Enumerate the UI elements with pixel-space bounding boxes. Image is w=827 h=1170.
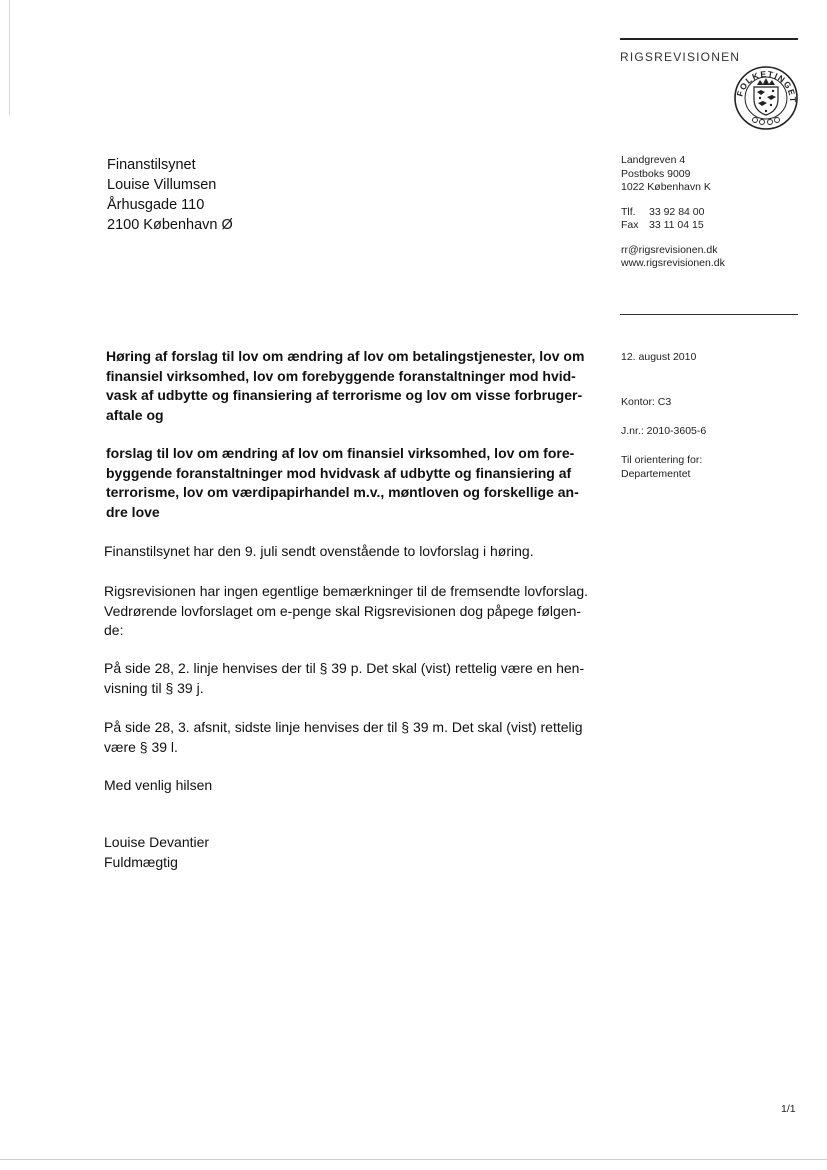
sender-street: Landgreven 4 — [621, 154, 686, 166]
letter-date: 12. august 2010 — [621, 351, 697, 363]
body-paragraph-4 — [104, 718, 604, 757]
journal-number: J.nr.: 2010-3605-6 — [621, 425, 707, 437]
cc-value: Departementet — [621, 467, 691, 480]
side-rule — [620, 314, 798, 315]
subject-first — [106, 347, 596, 425]
svg-text:FOLKETINGET: FOLKETINGET — [734, 68, 799, 104]
fax-number: 33 11 04 15 — [649, 219, 704, 231]
subject-line: forslag til lov om ændring af lov om finansiel virksomhed, lov om fore- — [106, 445, 575, 461]
phone-row — [621, 206, 725, 220]
phone-number: 33 92 84 00 — [649, 205, 705, 218]
closing-greeting: Med venlig hilsen — [104, 777, 213, 793]
scan-edge-left — [9, 0, 10, 115]
recipient-line: Finanstilsynet — [107, 157, 196, 173]
body-paragraph-2 — [104, 582, 604, 641]
signature-name: Louise Devantier — [104, 834, 210, 850]
sender-city: 1022 København K — [621, 181, 711, 193]
recipient-line: Århusgade 110 — [107, 197, 205, 213]
body-line: På side 28, 2. linje henvises der til § 39 p. Det skal (vist) rettelig være en hen- — [104, 660, 585, 676]
body-paragraph-3 — [104, 659, 604, 698]
subject-line: vask af udbytte og finansiering af terrorisme og lov om visse forbruger- — [106, 387, 583, 403]
subject-line: Høring af forslag til lov om ændring af lov om betalingstjenester, lov om — [106, 348, 585, 364]
scan-edge-bottom — [0, 1159, 827, 1160]
body-line: visning til § 39 j. — [104, 679, 204, 696]
body-line: På side 28, 3. afsnit, sidste linje henvises der til § 39 m. Det skal (vist) rettelig — [104, 719, 583, 735]
subject-second — [106, 444, 596, 522]
subject-line: aftale og — [106, 406, 164, 423]
email-link[interactable]: rr@rigsrevisionen.dk — [621, 243, 718, 256]
organization-name: RIGSREVISIONEN — [620, 50, 741, 64]
page-number: 1/1 — [781, 1103, 796, 1115]
office-code: Kontor: C3 — [621, 396, 672, 408]
subject-line: dre love — [106, 503, 160, 520]
signature-block — [104, 833, 604, 872]
body-line: Vedrørende lovforslaget om e-penge skal Rigsrevisionen dog påpege følgen- — [104, 602, 582, 619]
fax-row — [621, 219, 725, 233]
header-rule — [620, 38, 798, 40]
recipient-address — [107, 155, 233, 235]
sender-address — [621, 154, 725, 271]
recipient-line: Louise Villumsen — [107, 177, 217, 193]
phone-label: Tlf. — [621, 205, 636, 218]
subject-line: finansiel virksomhed, lov om forebyggende foranstaltninger mod hvid- — [106, 367, 576, 384]
folketinget-seal-logo — [733, 65, 799, 131]
subject-line: terrorisme, lov om værdipapirhandel m.v., møntloven og forskellige an- — [106, 484, 579, 500]
body-line: de: — [104, 622, 124, 638]
recipient-line: 2100 København Ø — [107, 217, 233, 233]
cc-block — [621, 454, 702, 481]
website-link[interactable]: www.rigsrevisionen.dk — [621, 257, 725, 269]
sender-pobox: Postboks 9009 — [621, 167, 691, 180]
body-line: Rigsrevisionen har ingen egentlige bemærkninger til de fremsendte lovforslag. — [104, 583, 589, 599]
cc-label: Til orientering for: — [621, 454, 703, 466]
body-paragraph-1: Finanstilsynet har den 9. juli sendt ovenstående to lovforslag i høring. — [104, 543, 534, 559]
signature-title: Fuldmægtig — [104, 853, 178, 870]
subject-line: byggende foranstaltninger mod hvidvask af udbytte og finansiering af — [106, 464, 572, 481]
fax-label: Fax — [621, 219, 639, 231]
body-line: være § 39 l. — [104, 738, 178, 755]
